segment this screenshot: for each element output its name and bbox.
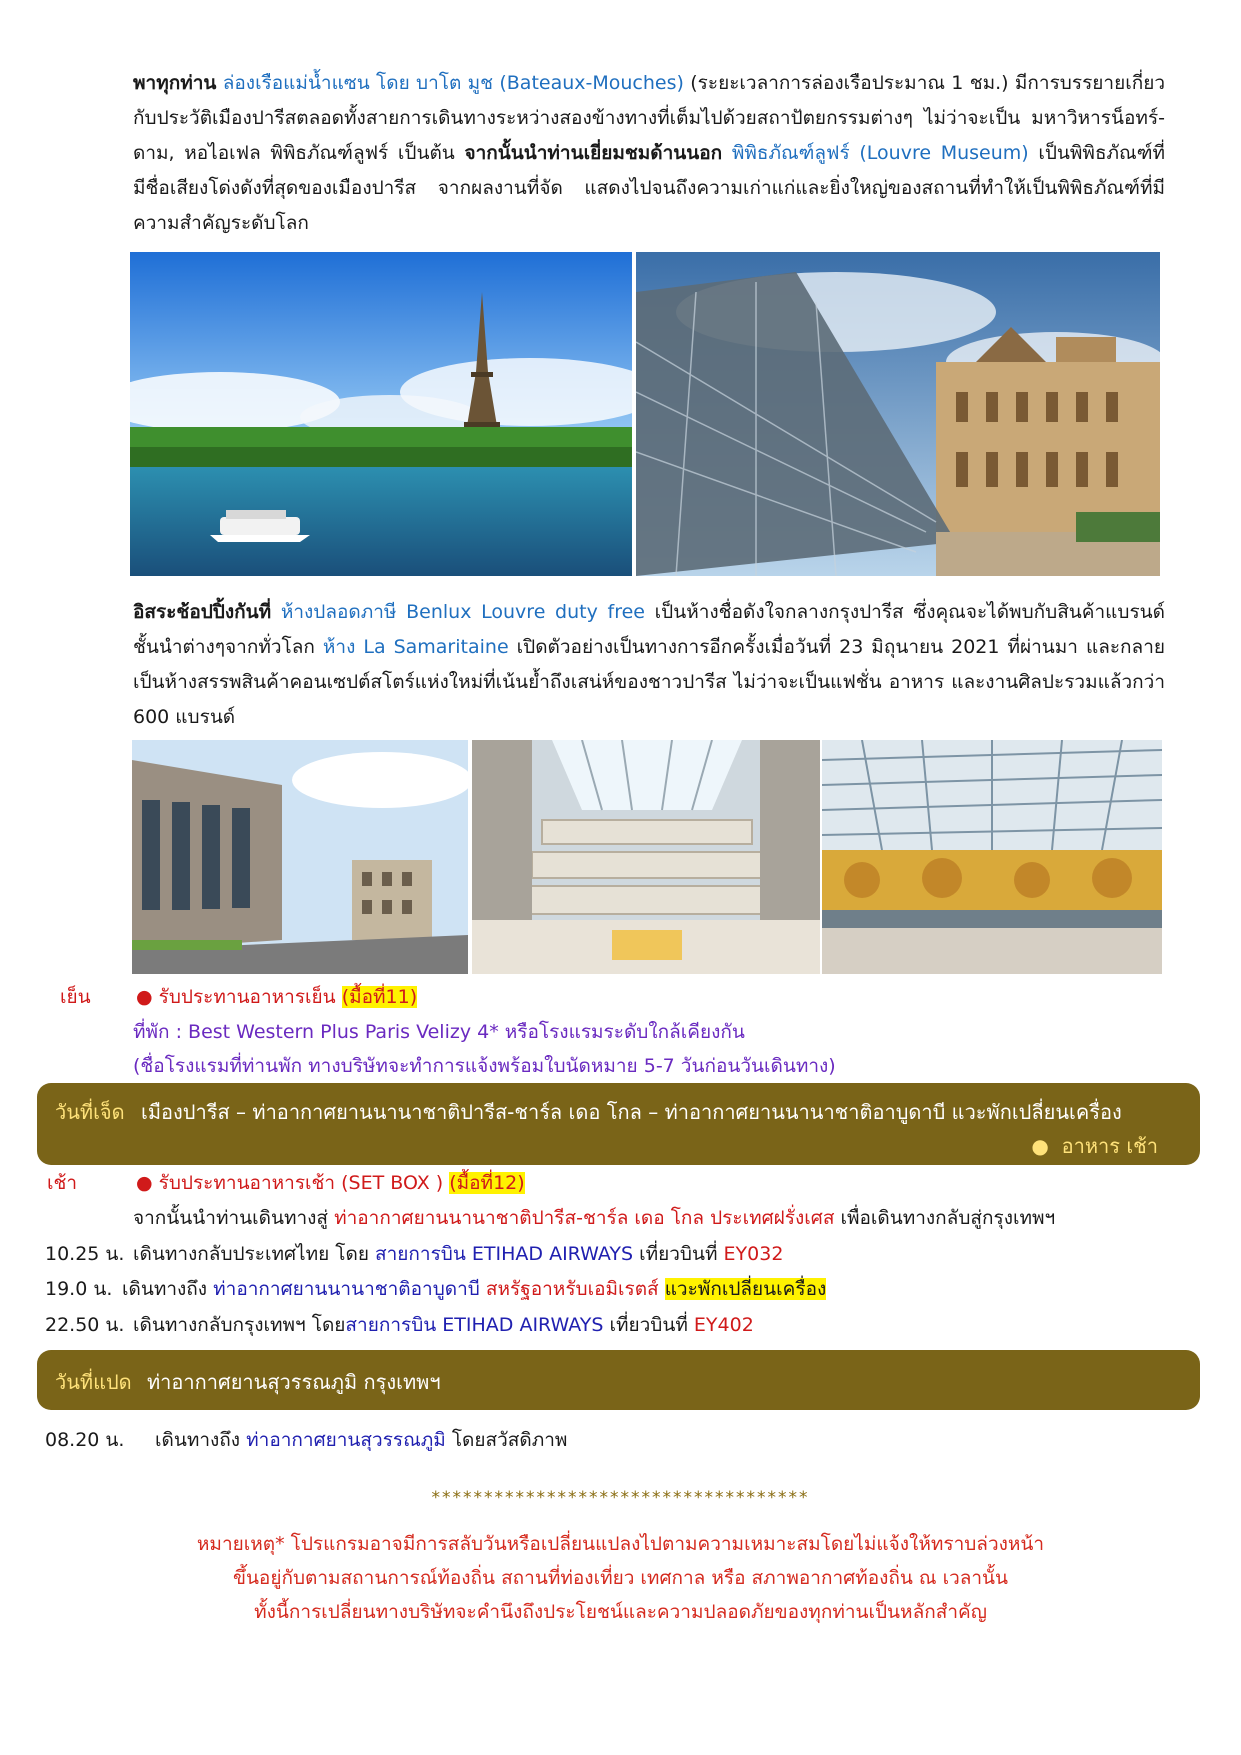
day-seven-route: เมืองปารีส – ท่าอากาศยานนานาชาติปารีส-ชาร์ล เดอ โกล – ท่าอากาศยานนานาชาติอาบูดาบี แวะพักเปลี่ยนเครื่อง bbox=[141, 1100, 1122, 1124]
arrival-time: 08.20 น. bbox=[45, 1429, 125, 1451]
shopping-paragraph bbox=[133, 595, 1165, 735]
france-country: ประเทศฝรั่งเศส bbox=[704, 1207, 835, 1229]
louvre-pyramid-photo bbox=[636, 252, 1160, 576]
flight-number-label: เที่ยวบินที่ bbox=[603, 1314, 694, 1336]
day-eight-route: ท่าอากาศยานสุวรรณภูมิ กรุงเทพฯ bbox=[147, 1370, 441, 1394]
airline-name: สายการบิน ETIHAD AIRWAYS bbox=[345, 1314, 604, 1336]
cdg-airport: ท่าอากาศยานนานาชาติปารีส-ชาร์ล เดอ โกล bbox=[334, 1207, 705, 1229]
dinner-text: รับประทานอาหารเย็น bbox=[152, 986, 342, 1008]
breakfast-meal-number: (มื้อที่12) bbox=[449, 1172, 525, 1194]
day-eight-label: วันที่แปด bbox=[55, 1370, 132, 1394]
samaritaine-interior-photo bbox=[472, 740, 820, 974]
samaritaine-exterior-photo bbox=[132, 740, 468, 974]
uae-country: สหรัฐอาหรับเอมิเรตส์ bbox=[479, 1278, 665, 1300]
seine-cruise-link: ล่องเรือแม่น้ำแซน โดย บาโต มูช (Bateaux-Mouches) bbox=[222, 72, 684, 94]
dinner-meal-number: (มื้อที่11) bbox=[341, 986, 418, 1008]
louvre-museum-link: พิพิธภัณฑ์ลูฟร์ (Louvre Museum) bbox=[722, 142, 1029, 164]
flight-number: EY032 bbox=[723, 1243, 784, 1265]
flight-time: 22.50 น. bbox=[45, 1314, 125, 1336]
dinner-label: เย็น bbox=[60, 986, 91, 1008]
breakfast-label: เช้า bbox=[47, 1172, 78, 1194]
flight-number: EY402 bbox=[693, 1314, 754, 1336]
suvarnabhumi-airport: ท่าอากาศยานสุวรรณภูมิ bbox=[246, 1429, 446, 1451]
eiffel-tower-seine-photo bbox=[130, 252, 632, 576]
note-line-3: ทั้งนี้การเปลี่ยนทางบริษัทจะคำนึงถึงประโยชน์และความปลอดภัยของทุกท่านเป็นหลักสำคัญ bbox=[254, 1601, 987, 1623]
arrival-text: เดินทางถึง bbox=[155, 1429, 247, 1451]
flight-time: 10.25 น. bbox=[45, 1243, 125, 1265]
abu-dhabi-airport: ท่าอากาศยานนานาชาติอาบูดาบี bbox=[213, 1278, 480, 1300]
day-eight-banner bbox=[37, 1350, 1200, 1410]
cruise-description: (ระยะเวลาการล่องเรือประมาณ 1 ชม.) มีการบรรยายเกี่ยวกับประวัติเมืองปารีสตลอดทั้งสายการเดินทางระหว่างสองข้างทางที่เต็มไปด้วยสถาปัตยกรรมต่างๆ ไม่ว่าจะเป็น มหาวิหารน็อทร์-ดาม, หอไอเฟล พิพิธภัณฑ์ลูฟร์ เป็นต้น bbox=[133, 72, 1166, 164]
transfer-text: จากนั้นนำท่านเดินทางสู่ bbox=[133, 1207, 335, 1229]
benlux-link: ห้างปลอดภาษี Benlux Louvre duty free bbox=[271, 601, 645, 623]
meal-icon: ● bbox=[136, 1172, 153, 1194]
return-text: เพื่อเดินทางกลับสู่กรุงเทพฯ bbox=[834, 1207, 1056, 1229]
meal-icon: ● bbox=[136, 986, 153, 1008]
breakfast-text: รับประทานอาหารเช้า (SET BOX ) bbox=[152, 1172, 450, 1194]
shopping-bold: อิสระช้อปปิ้งกันที่ bbox=[133, 601, 272, 623]
flight-number-label: เที่ยวบินที่ bbox=[633, 1243, 724, 1265]
samaritaine-link: ห้าง La Samaritaine bbox=[322, 636, 509, 658]
flight-text: เดินทางถึง bbox=[122, 1278, 214, 1300]
day-seven-banner bbox=[37, 1083, 1200, 1165]
stars-divider: ************************************ bbox=[431, 1488, 810, 1508]
hotel-line: ที่พัก : Best Western Plus Paris Velizy 4* หรือโรงแรมระดับใกล้เคียงกัน bbox=[133, 1021, 745, 1043]
louvre-description: เป็นพิพิธภัณฑ์ที่มีชื่อเสียงโด่งดังที่สุดของเมืองปารีส จากผลงานที่จัด แสดงไปจนถึงความเก่าแก่และยิ่งใหญ่ของสถานที่ทำให้เป็นพิพิธภัณฑ์ที่มีความสำคัญระดับโลก bbox=[133, 142, 1165, 234]
samaritaine-description: เปิดตัวอย่างเป็นทางการอีกครั้งเมื่อวันที่ 23 มิถุนายน 2021 ที่ผ่านมา และกลายเป็นห้างสรรพสินค้าคอนเซปต์สโตร์แห่งใหม่ที่เน้นย้ำถึงเสน่ห์ของชาวปารีส ไม่ว่าจะเป็นแฟชั่น อาหาร และงานศิลปะรวมแล้วกว่า 600 แบรนด์ bbox=[133, 636, 1166, 728]
seine-cruise-paragraph bbox=[133, 66, 1165, 241]
day-seven-meals: อาหาร เช้า bbox=[1061, 1134, 1158, 1158]
airline-name: สายการบิน ETIHAD AIRWAYS bbox=[375, 1243, 634, 1265]
arrival-safe-text: โดยสวัสดิภาพ bbox=[445, 1429, 568, 1451]
flight-time: 19.0 น. bbox=[45, 1278, 113, 1300]
samaritaine-atrium-photo bbox=[822, 740, 1162, 974]
meal-icon: ● bbox=[1031, 1134, 1049, 1158]
note-line-1: หมายเหตุ* โปรแกรมอาจมีการสลับวันหรือเปลี่ยนแปลงไปตามความเหมาะสมโดยไม่แจ้งให้ทราบล่วงหน้า bbox=[196, 1533, 1045, 1555]
day-seven-label: วันที่เจ็ด bbox=[55, 1100, 125, 1124]
benlux-description: เป็นห้างชื่อดังใจกลางกรุงปารีส ซึ่งคุณจะได้พบกับสินค้าแบรนด์ชั้นนำต่างๆจากทั่วโลก bbox=[133, 601, 1165, 658]
transfer-line bbox=[133, 1203, 1055, 1233]
transit-note: แวะพักเปลี่ยนเครื่อง bbox=[664, 1278, 827, 1300]
note-line-2: ขึ้นอยู่กับตามสถานการณ์ท้องถิ่น สถานที่ท่องเที่ยว เทศกาล หรือ สภาพอากาศท้องถิ่น ณ เวลานั้น bbox=[232, 1567, 1009, 1589]
intro-bold: พาทุกท่าน bbox=[133, 72, 217, 94]
flight-text: เดินทางกลับประเทศไทย โดย bbox=[133, 1243, 376, 1265]
hotel-note-line: (ชื่อโรงแรมที่ท่านพัก ทางบริษัทจะทำการแจ้งพร้อมใบนัดหมาย 5-7 วันก่อนวันเดินทาง) bbox=[133, 1055, 836, 1077]
louvre-visit-bold: จากนั้นนำท่านเยี่ยมชมด้านนอก bbox=[464, 142, 723, 164]
flight-text: เดินทางกลับกรุงเทพฯ โดย bbox=[133, 1314, 346, 1336]
